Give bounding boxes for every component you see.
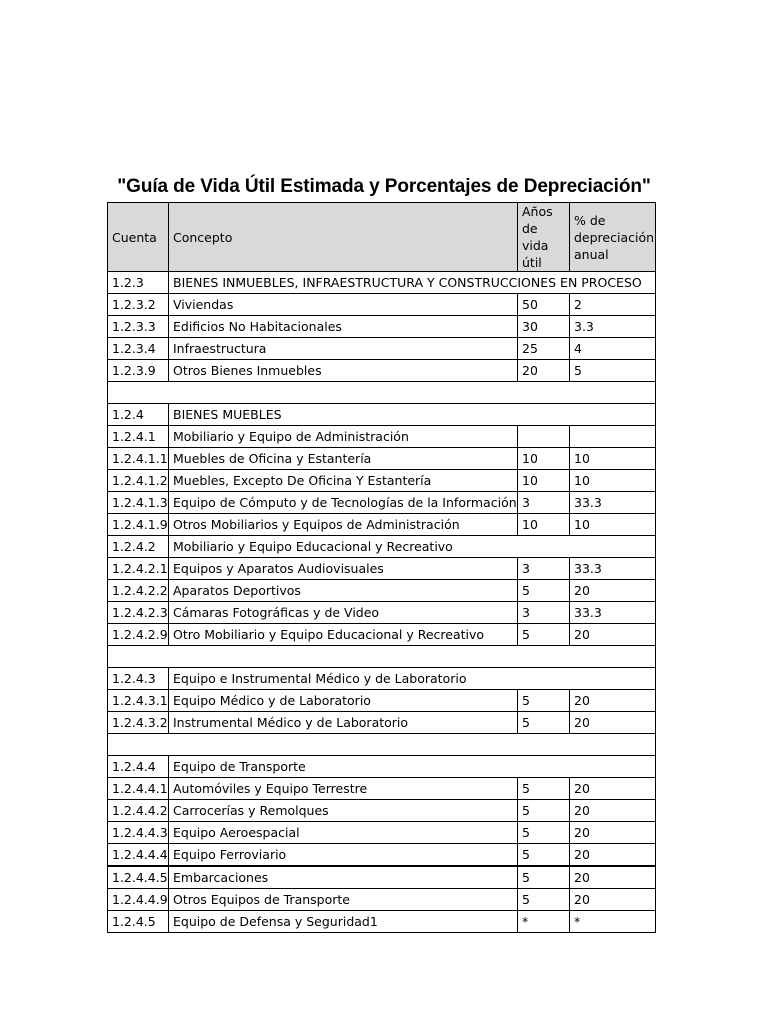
cell-vida-util: 5 bbox=[518, 822, 570, 844]
cell-cuenta: 1.2.3.3 bbox=[108, 316, 169, 338]
header-concepto: Concepto bbox=[169, 203, 518, 272]
cell-concepto: Otros Equipos de Transporte bbox=[169, 889, 518, 911]
cell-depreciacion: 4 bbox=[570, 338, 656, 360]
cell-depreciacion: 10 bbox=[570, 514, 656, 536]
cell-concepto: Muebles de Oficina y Estantería bbox=[169, 448, 518, 470]
table-row bbox=[108, 272, 656, 294]
cell-depreciacion: 10 bbox=[570, 470, 656, 492]
table-row bbox=[108, 404, 656, 426]
cell-concepto: Equipos y Aparatos Audiovisuales bbox=[169, 558, 518, 580]
cell-concepto: Otros Bienes Inmuebles bbox=[169, 360, 518, 382]
table-row bbox=[108, 558, 656, 580]
cell-cuenta: 1.2.4.4.4 bbox=[108, 844, 169, 867]
table-row bbox=[108, 624, 656, 646]
cell-vida-util: 5 bbox=[518, 778, 570, 800]
cell-cuenta: 1.2.4 bbox=[108, 404, 169, 426]
cell-vida-util: 5 bbox=[518, 712, 570, 734]
table-row bbox=[108, 316, 656, 338]
cell-vida-util: 3 bbox=[518, 602, 570, 624]
table-row bbox=[108, 602, 656, 624]
table-row bbox=[108, 338, 656, 360]
table-body bbox=[108, 272, 656, 933]
cell-depreciacion: * bbox=[570, 911, 656, 933]
cell-cuenta: 1.2.4.2.3 bbox=[108, 602, 169, 624]
cell-concepto: Equipo e Instrumental Médico y de Laboratorio bbox=[169, 668, 656, 690]
blank-cell bbox=[108, 646, 656, 668]
cell-vida-util: 5 bbox=[518, 866, 570, 889]
cell-cuenta: 1.2.4.2.2 bbox=[108, 580, 169, 602]
cell-cuenta: 1.2.4.3.2 bbox=[108, 712, 169, 734]
cell-depreciacion: 20 bbox=[570, 800, 656, 822]
cell-vida-util: 5 bbox=[518, 844, 570, 867]
table-row bbox=[108, 690, 656, 712]
cell-vida-util bbox=[518, 426, 570, 448]
cell-cuenta: 1.2.4.1 bbox=[108, 426, 169, 448]
cell-concepto: Otro Mobiliario y Equipo Educacional y Recreativo bbox=[169, 624, 518, 646]
blank-cell bbox=[108, 382, 656, 404]
cell-cuenta: 1.2.4.4.5 bbox=[108, 866, 169, 889]
table-row bbox=[108, 911, 656, 933]
table-row bbox=[108, 822, 656, 844]
cell-concepto: Carrocerías y Remolques bbox=[169, 800, 518, 822]
cell-depreciacion: 3.3 bbox=[570, 316, 656, 338]
table-row bbox=[108, 712, 656, 734]
table-row bbox=[108, 514, 656, 536]
table-header-row bbox=[108, 203, 656, 272]
cell-vida-util: 20 bbox=[518, 360, 570, 382]
cell-depreciacion: 20 bbox=[570, 712, 656, 734]
cell-cuenta: 1.2.4.1.1 bbox=[108, 448, 169, 470]
document-title: "Guía de Vida Útil Estimada y Porcentajes de Depreciación" bbox=[117, 176, 651, 197]
table-row bbox=[108, 426, 656, 448]
cell-vida-util: 10 bbox=[518, 448, 570, 470]
cell-concepto: Embarcaciones bbox=[169, 866, 518, 889]
table-row bbox=[108, 470, 656, 492]
table-row bbox=[108, 536, 656, 558]
cell-cuenta: 1.2.4.1.3 bbox=[108, 492, 169, 514]
table-row bbox=[108, 778, 656, 800]
cell-cuenta: 1.2.4.4.1 bbox=[108, 778, 169, 800]
cell-depreciacion: 33.3 bbox=[570, 558, 656, 580]
cell-cuenta: 1.2.4.4.2 bbox=[108, 800, 169, 822]
cell-concepto: Mobiliario y Equipo Educacional y Recreativo bbox=[169, 536, 656, 558]
cell-concepto: Equipo Ferroviario bbox=[169, 844, 518, 867]
cell-concepto: Equipo de Transporte bbox=[169, 756, 656, 778]
cell-depreciacion: 20 bbox=[570, 580, 656, 602]
cell-depreciacion: 10 bbox=[570, 448, 656, 470]
cell-concepto: Equipo de Defensa y Seguridad1 bbox=[169, 911, 518, 933]
cell-concepto: Infraestructura bbox=[169, 338, 518, 360]
cell-vida-util: 3 bbox=[518, 492, 570, 514]
cell-cuenta: 1.2.3 bbox=[108, 272, 169, 294]
table-row bbox=[108, 668, 656, 690]
table-row bbox=[108, 580, 656, 602]
table-row bbox=[108, 844, 656, 867]
table-row bbox=[108, 800, 656, 822]
table-row bbox=[108, 294, 656, 316]
table-row bbox=[108, 646, 656, 668]
table-row bbox=[108, 756, 656, 778]
cell-concepto: Muebles, Excepto De Oficina Y Estantería bbox=[169, 470, 518, 492]
cell-cuenta: 1.2.4.4.9 bbox=[108, 889, 169, 911]
cell-depreciacion: 2 bbox=[570, 294, 656, 316]
cell-vida-util: 3 bbox=[518, 558, 570, 580]
cell-concepto: Equipo Médico y de Laboratorio bbox=[169, 690, 518, 712]
cell-depreciacion: 20 bbox=[570, 889, 656, 911]
cell-concepto: Equipo Aeroespacial bbox=[169, 822, 518, 844]
cell-vida-util: 50 bbox=[518, 294, 570, 316]
cell-concepto: Instrumental Médico y de Laboratorio bbox=[169, 712, 518, 734]
header-vida-util: Años de vida útil bbox=[518, 203, 570, 272]
cell-vida-util: * bbox=[518, 911, 570, 933]
cell-concepto: Cámaras Fotográficas y de Video bbox=[169, 602, 518, 624]
cell-cuenta: 1.2.4.3.1 bbox=[108, 690, 169, 712]
cell-cuenta: 1.2.4.1.9 bbox=[108, 514, 169, 536]
cell-concepto: Mobiliario y Equipo de Administración bbox=[169, 426, 518, 448]
cell-vida-util: 25 bbox=[518, 338, 570, 360]
cell-vida-util: 5 bbox=[518, 690, 570, 712]
table-row bbox=[108, 360, 656, 382]
cell-concepto: BIENES INMUEBLES, INFRAESTRUCTURA Y CONSTRUCCIONES EN PROCESO bbox=[169, 272, 656, 294]
cell-cuenta: 1.2.3.9 bbox=[108, 360, 169, 382]
cell-vida-util: 5 bbox=[518, 580, 570, 602]
cell-depreciacion: 20 bbox=[570, 844, 656, 867]
cell-depreciacion: 20 bbox=[570, 866, 656, 889]
cell-cuenta: 1.2.4.2.9 bbox=[108, 624, 169, 646]
table-row bbox=[108, 734, 656, 756]
cell-concepto: Edificios No Habitacionales bbox=[169, 316, 518, 338]
cell-concepto: Equipo de Cómputo y de Tecnologías de la Información bbox=[169, 492, 518, 514]
cell-concepto: Automóviles y Equipo Terrestre bbox=[169, 778, 518, 800]
cell-concepto: Viviendas bbox=[169, 294, 518, 316]
cell-cuenta: 1.2.4.2.1 bbox=[108, 558, 169, 580]
cell-depreciacion: 20 bbox=[570, 822, 656, 844]
depreciation-table bbox=[107, 202, 656, 933]
cell-concepto: Aparatos Deportivos bbox=[169, 580, 518, 602]
cell-depreciacion: 20 bbox=[570, 778, 656, 800]
cell-cuenta: 1.2.3.4 bbox=[108, 338, 169, 360]
table-row bbox=[108, 866, 656, 889]
cell-concepto: Otros Mobiliarios y Equipos de Administración bbox=[169, 514, 518, 536]
cell-depreciacion: 33.3 bbox=[570, 602, 656, 624]
cell-cuenta: 1.2.4.4 bbox=[108, 756, 169, 778]
cell-vida-util: 10 bbox=[518, 470, 570, 492]
cell-cuenta: 1.2.4.3 bbox=[108, 668, 169, 690]
header-depreciacion: % de depreciación anual bbox=[570, 203, 656, 272]
cell-cuenta: 1.2.4.5 bbox=[108, 911, 169, 933]
table-row bbox=[108, 492, 656, 514]
table-row bbox=[108, 889, 656, 911]
table-row bbox=[108, 448, 656, 470]
cell-vida-util: 10 bbox=[518, 514, 570, 536]
table-row bbox=[108, 382, 656, 404]
cell-cuenta: 1.2.4.2 bbox=[108, 536, 169, 558]
cell-depreciacion bbox=[570, 426, 656, 448]
blank-cell bbox=[108, 734, 656, 756]
cell-cuenta: 1.2.4.1.2 bbox=[108, 470, 169, 492]
cell-vida-util: 30 bbox=[518, 316, 570, 338]
cell-vida-util: 5 bbox=[518, 889, 570, 911]
cell-vida-util: 5 bbox=[518, 800, 570, 822]
header-cuenta: Cuenta bbox=[108, 203, 169, 272]
cell-depreciacion: 5 bbox=[570, 360, 656, 382]
cell-depreciacion: 20 bbox=[570, 690, 656, 712]
cell-depreciacion: 33.3 bbox=[570, 492, 656, 514]
cell-concepto: BIENES MUEBLES bbox=[169, 404, 656, 426]
cell-depreciacion: 20 bbox=[570, 624, 656, 646]
cell-cuenta: 1.2.4.4.3 bbox=[108, 822, 169, 844]
cell-vida-util: 5 bbox=[518, 624, 570, 646]
cell-cuenta: 1.2.3.2 bbox=[108, 294, 169, 316]
